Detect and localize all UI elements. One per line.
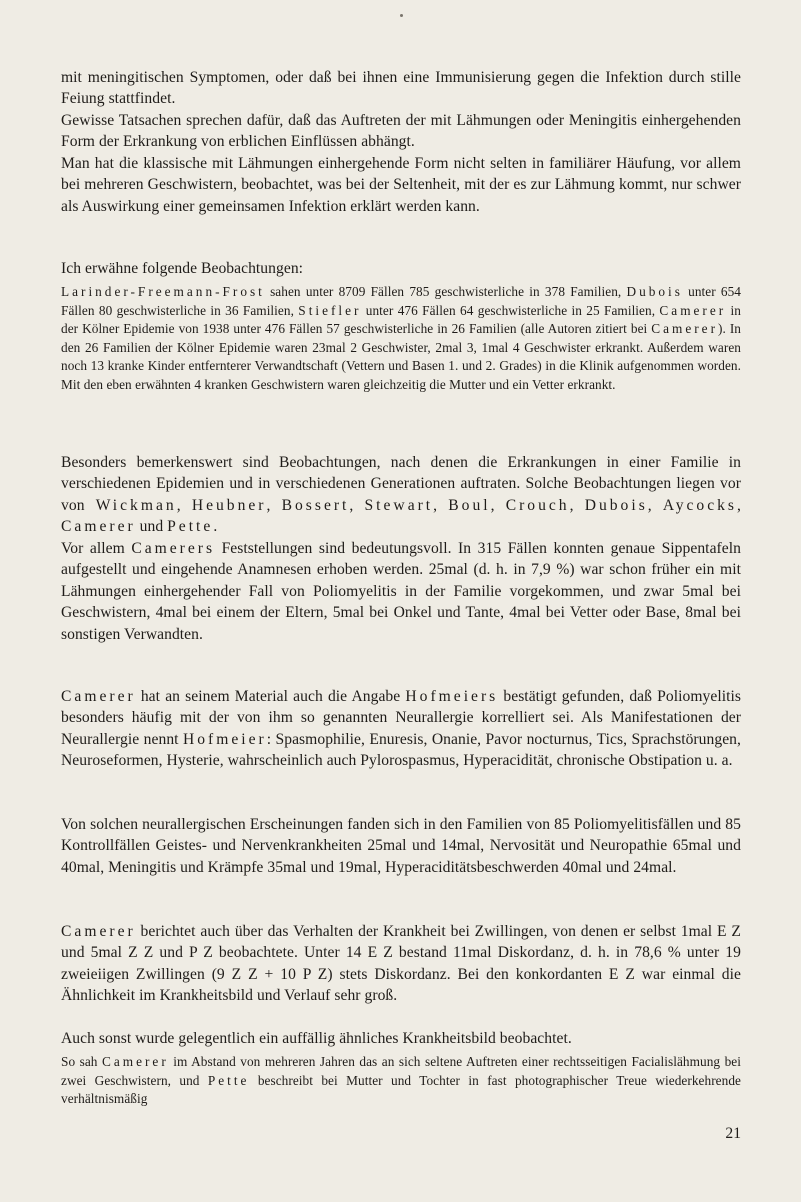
- text-run: im Abstand von mehreren Jahren das an sich seltene Auftreten einer rechtsseitigen Facialislähmung bei zwei Geschwistern, und: [61, 1054, 741, 1088]
- author-name: Stewart: [364, 496, 434, 514]
- small-print-observations: [61, 283, 741, 395]
- author-name: Pette: [167, 518, 214, 536]
- text-run: ,: [569, 496, 585, 514]
- author-name: Hofmeiers: [405, 688, 499, 705]
- text-run: Feststellungen sind bedeutungsvoll. In 315 Fällen konnten genaue Sippentafeln aufgestellt und eingehende Anamnesen erhoben werden. 25mal (d. h. in 7,9 %) war schon früher ein mit Lähmungen einhergehender Fall von Poliomyelitis in der Familie vorgekommen, und zwar 5mal bei Geschwistern, 4mal bei einem der Eltern, 5mal bei Onkel und Tante, 4mal bei Vetter oder Base, 8mal bei sonstigen Verwandten.: [61, 540, 741, 643]
- paragraph-10: [61, 1028, 741, 1049]
- author-name: Heubner: [191, 496, 267, 514]
- paragraph-8: [61, 814, 741, 878]
- text-run: : Spasmophilie, Enuresis, Onanie, Pavor nocturnus, Tics, Sprachstörungen, Neuroseformen, Hysterie, wahrscheinlich auch Pylorospasmus, Hyperacidität, chronische Obstipation u. a.: [61, 730, 741, 770]
- paragraph-5: [61, 452, 741, 538]
- author-name: Pette: [207, 1072, 250, 1088]
- text-run: ,: [737, 496, 741, 514]
- text-run: ,: [176, 496, 192, 514]
- text-run: So sah: [61, 1054, 102, 1069]
- author-name: Camerer: [61, 688, 136, 705]
- paragraph-1: [61, 67, 741, 110]
- paragraph-6: [61, 538, 741, 645]
- text-run: ,: [433, 496, 449, 514]
- small-print-facialis: [61, 1053, 741, 1109]
- page-number: 21: [725, 1125, 741, 1142]
- author-name: Crouch: [505, 496, 570, 514]
- author-name: Wickman: [95, 496, 177, 514]
- text-run: .: [213, 518, 218, 536]
- text-run: unter 476 Fällen 64 geschwisterliche in 25 Familien,: [361, 302, 660, 318]
- author-name: Camerer: [101, 1054, 169, 1069]
- text-run: sahen unter 8709 Fällen 785 geschwisterliche in 378 Familien,: [264, 284, 627, 299]
- text-run: beschreibt bei Mutter und Tochter in fast photographischer Treue wiederkehrende verhältnismäßig: [61, 1072, 741, 1107]
- text-run: in der Kölner Epidemie von 1938 unter 476 Fällen 57 geschwisterliche in 26 Familien (alle Autoren zitiert bei: [61, 302, 741, 337]
- author-name: Camerer: [659, 302, 727, 318]
- text-run: berichtet auch über das Verhalten der Krankheit bei Zwillingen, von denen er selbst 1mal E Z und 5mal Z Z und P Z beobachtete. Unter 14 E Z bestand 11mal Diskordanz, d. h. in 78,6 % unter 19 zweieiigen Zwillingen (9 Z Z + 10 P Z) stets Diskordanz. Bei den konkordanten E Z war einmal die Ähnlichkeit im Krankheitsbild und Verlauf sehr groß.: [61, 923, 741, 1005]
- text-run: und: [135, 518, 168, 536]
- author-name: Camerer: [61, 923, 136, 940]
- paragraph-2-text: Gewisse Tatsachen sprechen dafür, daß das Auftreten der mit Lähmungen oder Meningitis einhergehenden Form der Erkrankung von erblichen Einflüssen abhängt.: [61, 112, 741, 151]
- author-name: Boul: [448, 496, 491, 514]
- text-run: ,: [266, 496, 282, 514]
- text-run: hat an seinem Material auch die Angabe: [135, 688, 406, 705]
- book-page: [61, 0, 741, 1202]
- text-run: ). In den 26 Familien der Kölner Epidemie waren 23mal 2 Geschwister, 2mal 3, 1mal 4 Geschwister erkrankt. Außerdem waren noch 13 kranke Kinder entfernterer Verwandtschaft (Vettern und Basen 1. und 2. Grades) in die Klinik aufgenommen worden. Mit den eben erwähnten 4 kranken Geschwistern waren gleichzeitig die Mutter und ein Vetter erkrankt.: [61, 321, 742, 392]
- author-name: Larinder-Freemann-Frost: [61, 284, 265, 299]
- paragraph-4: [61, 258, 741, 279]
- paragraph-9: [61, 921, 741, 1007]
- text-run: unter 654 Fällen 80 geschwisterliche in 36 Familien,: [61, 284, 741, 318]
- author-name: Aycocks: [662, 496, 738, 514]
- text-run: bestätigt gefunden, daß Poliomyelitis besonders häufig mit der von ihm so genannten Neurallergie korrelliert sei. Als Manifestationen der Neurallergie nennt: [61, 688, 741, 748]
- paragraph-10-text: Auch sonst wurde gelegentlich ein auffällig ähnliches Krankheitsbild beobachtet.: [61, 1030, 572, 1047]
- author-name: Dubois: [584, 496, 648, 514]
- author-name: Bossert: [281, 496, 350, 514]
- paragraph-7: [61, 686, 741, 772]
- paragraph-2: [61, 110, 741, 153]
- text-run: Vor allem: [61, 540, 132, 557]
- author-name: Stiefler: [298, 302, 362, 318]
- author-name: Hofmeier: [182, 730, 267, 748]
- paragraph-8-text: Von solchen neurallergischen Erscheinungen fanden sich in den Familien von 85 Poliomyelitisfällen und 85 Kontrollfällen Geistes- und Nervenkrankheiten 25mal und 14mal, Nervosität und Neuropathie 65mal und 40mal, Meningitis und Krämpfe 35mal und 19mal, Hyperaciditätsbeschwerden 40mal und 24mal.: [61, 816, 741, 876]
- author-name: Dubois: [626, 284, 683, 299]
- author-name: Camerer: [61, 518, 136, 536]
- text-run: ,: [349, 496, 365, 514]
- author-name: Camerer: [651, 321, 719, 337]
- paragraph-3-text: Man hat die klassische mit Lähmungen einhergehende Form nicht selten in familiärer Häufung, vor allem bei mehreren Geschwistern, beobachtet, was bei der Seltenheit, mit der es zur Lähmung kommt, nur schwer als Auswirkung einer gemeinsamen Infektion erklärt werden kann.: [61, 155, 741, 215]
- text-run: ,: [490, 496, 506, 514]
- paragraph-4-text: Ich erwähne folgende Beobachtungen:: [61, 260, 304, 277]
- text-run: ,: [647, 496, 663, 514]
- paragraph-1-text: mit meningitischen Symptomen, oder daß bei ihnen eine Immunisierung gegen die Infektion durch stille Feiung stattfindet.: [61, 69, 741, 108]
- text-run: Besonders bemerkenswert sind Beobachtungen, nach denen die Erkrankungen in einer Familie in verschiedenen Epidemien und in verschiedenen Generationen auftraten. Solche Beobachtungen liegen vor von: [61, 454, 741, 514]
- paragraph-3: [61, 153, 741, 217]
- author-name: Camerers: [131, 540, 216, 557]
